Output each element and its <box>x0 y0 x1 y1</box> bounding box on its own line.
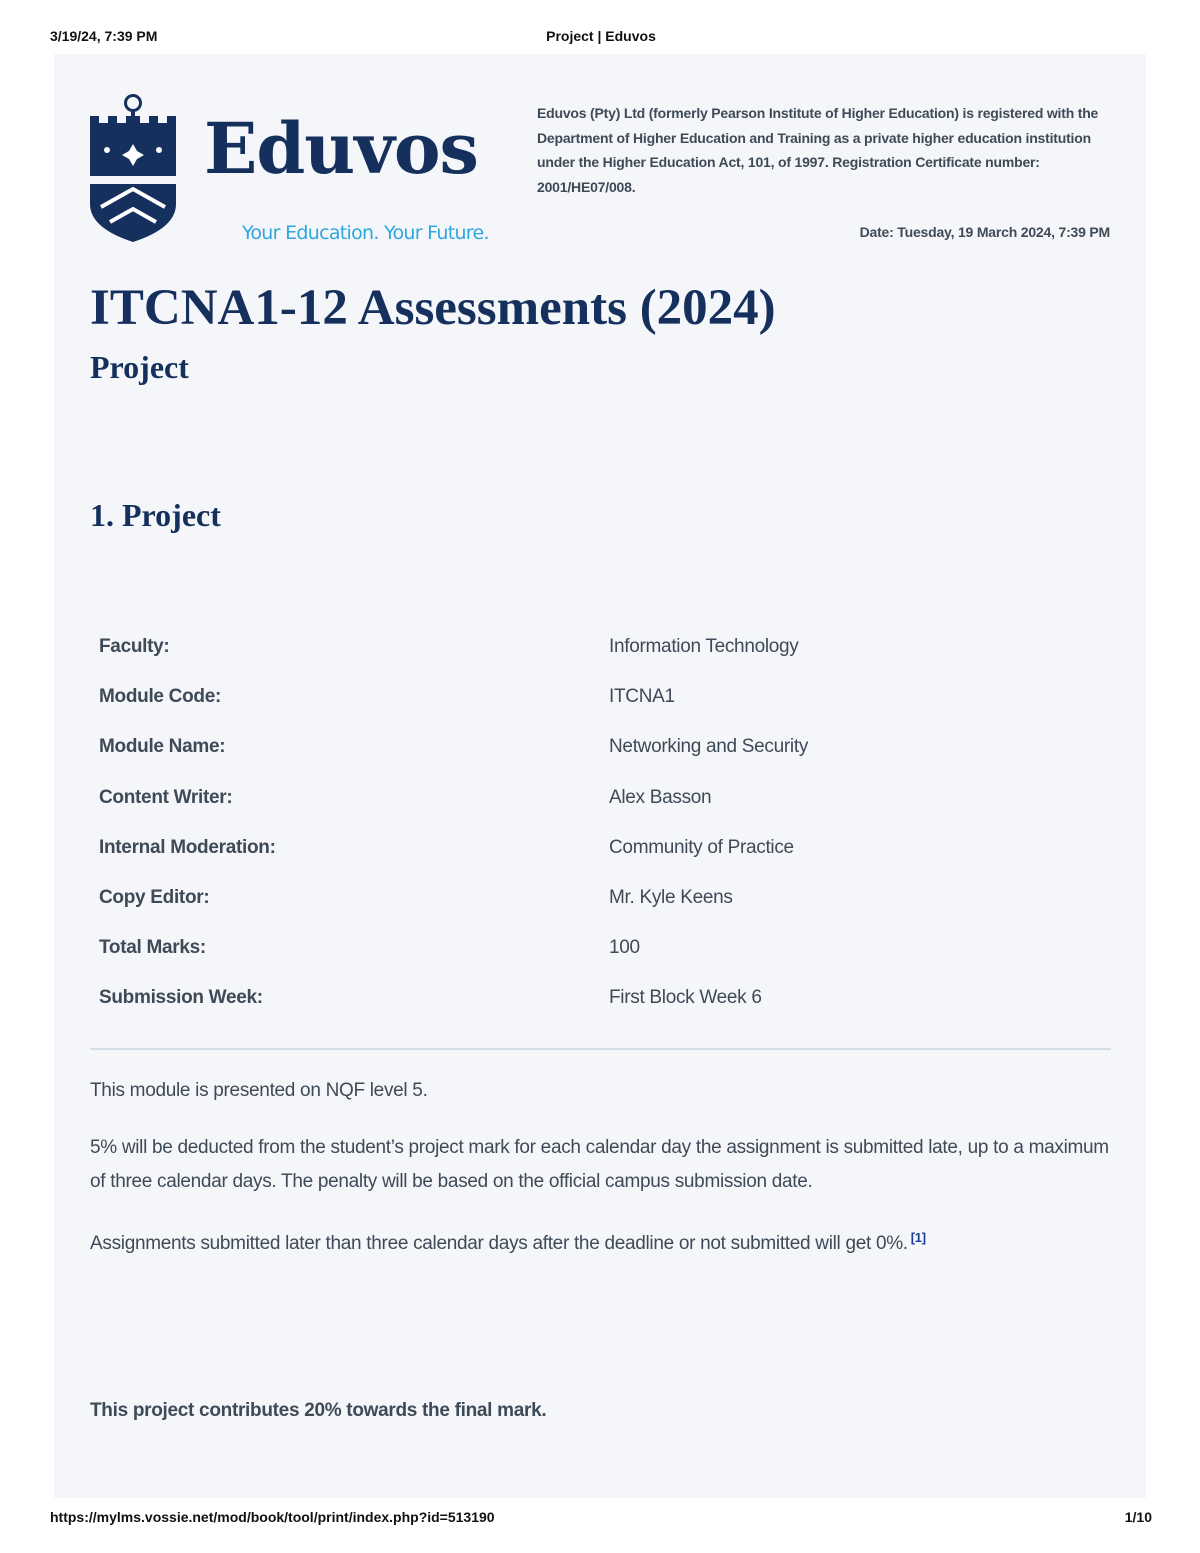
table-row <box>90 923 1110 973</box>
row-label: Total Marks: <box>99 937 206 959</box>
row-label: Internal Moderation: <box>99 836 276 858</box>
print-footer <box>50 1509 1152 1529</box>
print-page-title: Project | Eduvos <box>546 28 656 44</box>
table-row <box>90 722 1110 772</box>
table-row <box>90 873 1110 923</box>
table-row <box>90 773 1110 823</box>
penalty-paragraph: 5% will be deducted from the student’s project mark for each calendar day the assignment is submitted late, up to a maximum of three calendar days. The penalty will be based on the official campus submission date. <box>90 1137 1109 1192</box>
nqf-paragraph: This module is presented on NQF level 5. <box>90 1080 428 1101</box>
eduvos-crest-icon <box>90 92 180 242</box>
page-subtitle: Project <box>90 349 189 385</box>
footnote-link[interactable]: [1] <box>910 1230 926 1245</box>
section-divider <box>90 1048 1111 1050</box>
row-label: Submission Week: <box>99 987 263 1009</box>
row-value: ITCNA1 <box>609 686 675 708</box>
page-number: 1/10 <box>1124 1509 1152 1525</box>
module-info-table <box>90 622 1110 1024</box>
logo-tagline: Your Education. Your Future. <box>242 222 489 244</box>
section-heading: 1. Project <box>90 497 221 533</box>
row-label: Module Name: <box>99 736 226 758</box>
row-value: Community of Practice <box>609 836 794 858</box>
row-label: Module Code: <box>99 686 221 708</box>
row-value: Mr. Kyle Keens <box>609 887 733 909</box>
row-value: 100 <box>609 937 640 959</box>
page-title: ITCNA1-12 Assessments (2024) <box>90 280 776 336</box>
row-value: Information Technology <box>609 636 799 658</box>
row-label: Copy Editor: <box>99 887 210 909</box>
registration-notice: Eduvos (Pty) Ltd (formerly Pearson Institute of Higher Education) is registered with the Department of Higher Education and Training as a private higher education institution under the Higher Education Act, 101, of 1997. Registration Certificate number: 2001/HE07/008. <box>537 105 1099 195</box>
print-timestamp: 3/19/24, 7:39 PM <box>50 28 158 44</box>
row-value: Alex Basson <box>609 786 712 808</box>
table-row <box>90 973 1110 1023</box>
row-value: Networking and Security <box>609 736 809 758</box>
contribution-paragraph: This project contributes 20% towards the final mark. <box>90 1400 547 1421</box>
document-page <box>54 54 1146 1498</box>
table-row <box>90 622 1110 672</box>
table-row <box>90 823 1110 873</box>
row-label: Faculty: <box>99 636 170 658</box>
late-submission-text: Assignments submitted later than three calendar days after the deadline or not submitted will get 0%. <box>90 1233 908 1254</box>
row-value: First Block Week 6 <box>609 987 762 1009</box>
logo-wordmark: Eduvos <box>204 107 478 190</box>
print-header <box>50 28 1152 48</box>
eduvos-logo <box>90 92 490 242</box>
row-label: Content Writer: <box>99 786 233 808</box>
table-row <box>90 672 1110 722</box>
late-submission-paragraph <box>90 1221 1120 1261</box>
print-date: Date: Tuesday, 19 March 2024, 7:39 PM <box>859 224 1110 240</box>
print-url: https://mylms.vossie.net/mod/book/tool/print/index.php?id=513190 <box>50 1509 495 1525</box>
